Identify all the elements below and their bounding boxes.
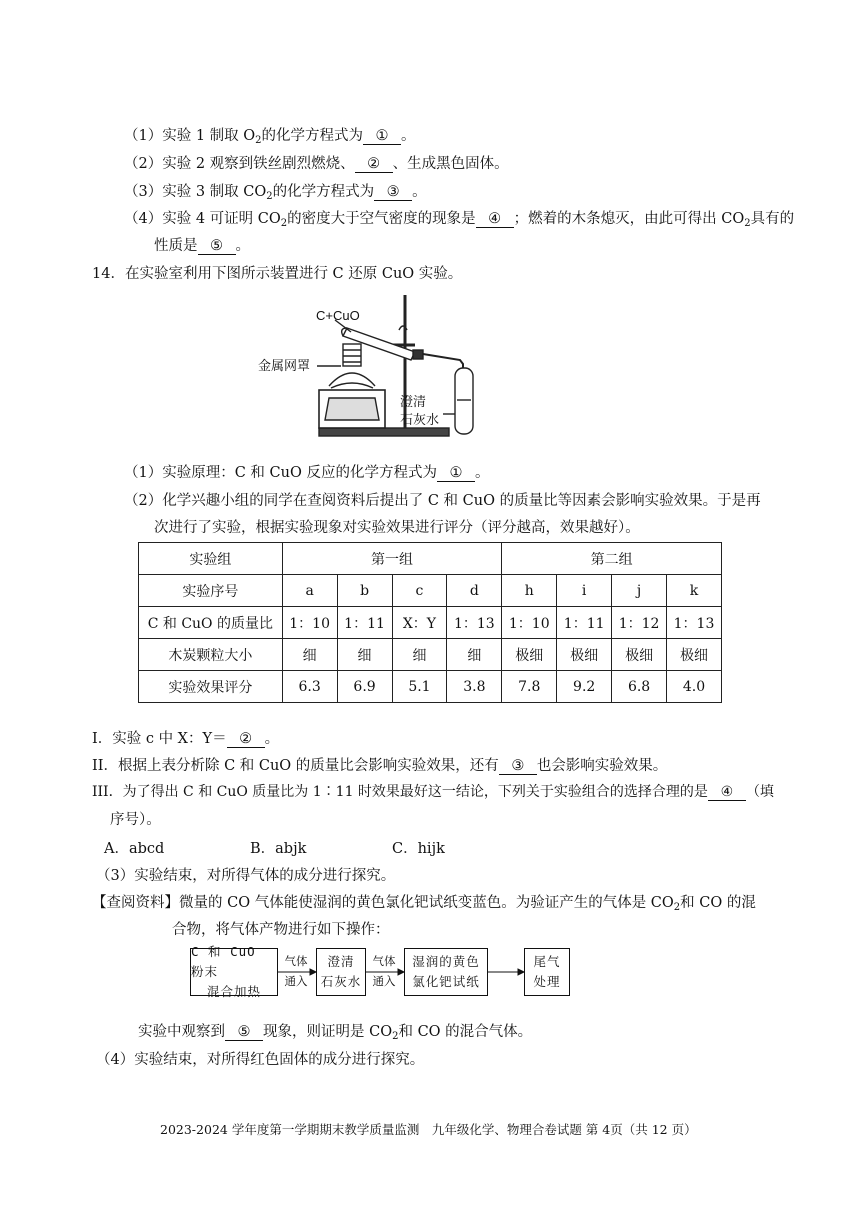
option-b: B．abjk (250, 841, 307, 857)
q14-item-1: （1）实验原理：C 和 CuO 反应的化学方程式为 ① 。 (124, 465, 490, 481)
q14-title: 14．在实验室利用下图所示装置进行 C 还原 CuO 实验。 (92, 266, 463, 282)
answer-blank: ③ (499, 759, 537, 775)
table-row: C 和 CuO 的质量比 1：10 1：11 X：Y 1：13 1：10 1：11 1：12 1：13 (139, 607, 722, 639)
q14-item-3: （3）实验结束，对所得气体的成分进行探究。 (96, 868, 396, 884)
q14-item-2: （2）化学兴趣小组的同学在查阅资料后提出了 C 和 CuO 的质量比等因素会影响实验效果。于是再 (124, 493, 761, 509)
option-a: A．abcd (104, 841, 165, 857)
answer-blank: ① (363, 129, 401, 145)
experiment-table (138, 542, 722, 703)
sub-question-ii: II．根据上表分析除 C 和 CuO 的质量比会影响实验效果，还有 ③ 也会影响实验效果。 (92, 758, 668, 774)
answer-blank: ③ (374, 185, 412, 201)
sub-question-iii: III．为了得出 C 和 CuO 质量比为 1∶11 时效果最好这一结论，下列关于实验组合的选择合理的是 ④ （填 (92, 784, 774, 800)
flow-box-limewater: 澄清 石灰水 (316, 948, 366, 996)
sub-question-iii-cont: 序号）。 (110, 812, 161, 828)
q13-item-4-cont: 性质是 ⑤ 。 (154, 238, 250, 254)
label-limewater-2: 石灰水 (400, 412, 440, 427)
label-limewater-1: 澄清 (400, 394, 427, 409)
sub-question-i: I．实验 c 中 X：Y＝ ② 。 (92, 731, 280, 747)
q13-item-3: （3）实验 3 制取 $CO_2$的化学方程式为 ③ 。 (124, 184, 427, 202)
flow-arrow-2: 气体 通入 (372, 954, 396, 988)
procedure-flowchart (190, 944, 580, 999)
flow-box-heating: C 和 CuO 粉末 混合加热 (190, 948, 278, 996)
label-reactant: C+CuO (316, 308, 360, 323)
flow-arrow-1: 气体 通入 (284, 954, 308, 988)
q14-item-2-cont: 次进行了实验，根据实验现象对实验效果进行评分（评分越高，效果越好）。 (154, 520, 640, 536)
reference-info-cont: 合物，将气体产物进行如下操作： (172, 922, 390, 938)
answer-blank: ④ (476, 212, 514, 228)
answer-blank: ② (355, 157, 393, 173)
table-row: 木炭颗粒大小 细 细 细 细 极细 极细 极细 极细 (139, 639, 722, 671)
answer-blank: ⑤ (198, 239, 236, 255)
answer-blank: ① (437, 466, 475, 482)
q13-item-1: （1）实验 1 制取 $O_2$的化学方程式为 ① 。 (124, 128, 416, 146)
flow-arrows (190, 948, 580, 996)
observation: 实验中观察到 ⑤ 现象，则证明是 $CO_2$和 CO 的混合气体。 (138, 1024, 533, 1042)
table-header-row: 实验组 第一组 第二组 (139, 543, 722, 575)
reference-info: 【查阅资料】微量的 CO 气体能使湿润的黄色氯化钯试纸变蓝色。为验证产生的气体是 $CO_2$和 CO 的混 (92, 895, 756, 913)
flow-box-test-paper: 湿润的黄色 氯化钯试纸 (404, 948, 488, 996)
answer-blank: ⑤ (225, 1025, 263, 1041)
q13-item-4: （4）实验 4 可证明 $CO_2$的密度大于空气密度的现象是 ④ ；燃着的木条熄灭，由此可得出 $CO_2$具有的 (124, 211, 795, 229)
flow-box-exhaust: 尾气 处理 (524, 948, 570, 996)
answer-blank: ④ (708, 785, 746, 801)
q14-item-4: （4）实验结束，对所得红色固体的成分进行探究。 (96, 1052, 425, 1068)
label-mesh: 金属网罩 (258, 358, 311, 373)
q13-item-2: （2）实验 2 观察到铁丝剧烈燃烧、 ② 、生成黑色固体。 (124, 156, 509, 172)
table-row: 实验序号 a b c d h i j k (139, 575, 722, 607)
apparatus-figure (255, 290, 500, 440)
answer-blank: ② (227, 732, 265, 748)
option-c: C．hijk (392, 841, 445, 857)
table-row: 实验效果评分 6.3 6.9 5.1 3.8 7.8 9.2 6.8 4.0 (139, 671, 722, 703)
page-footer: 2023-2024 学年度第一学期期末教学质量监测 九年级化学、物理合卷试题 第 4页（共 12 页） (160, 1122, 697, 1137)
